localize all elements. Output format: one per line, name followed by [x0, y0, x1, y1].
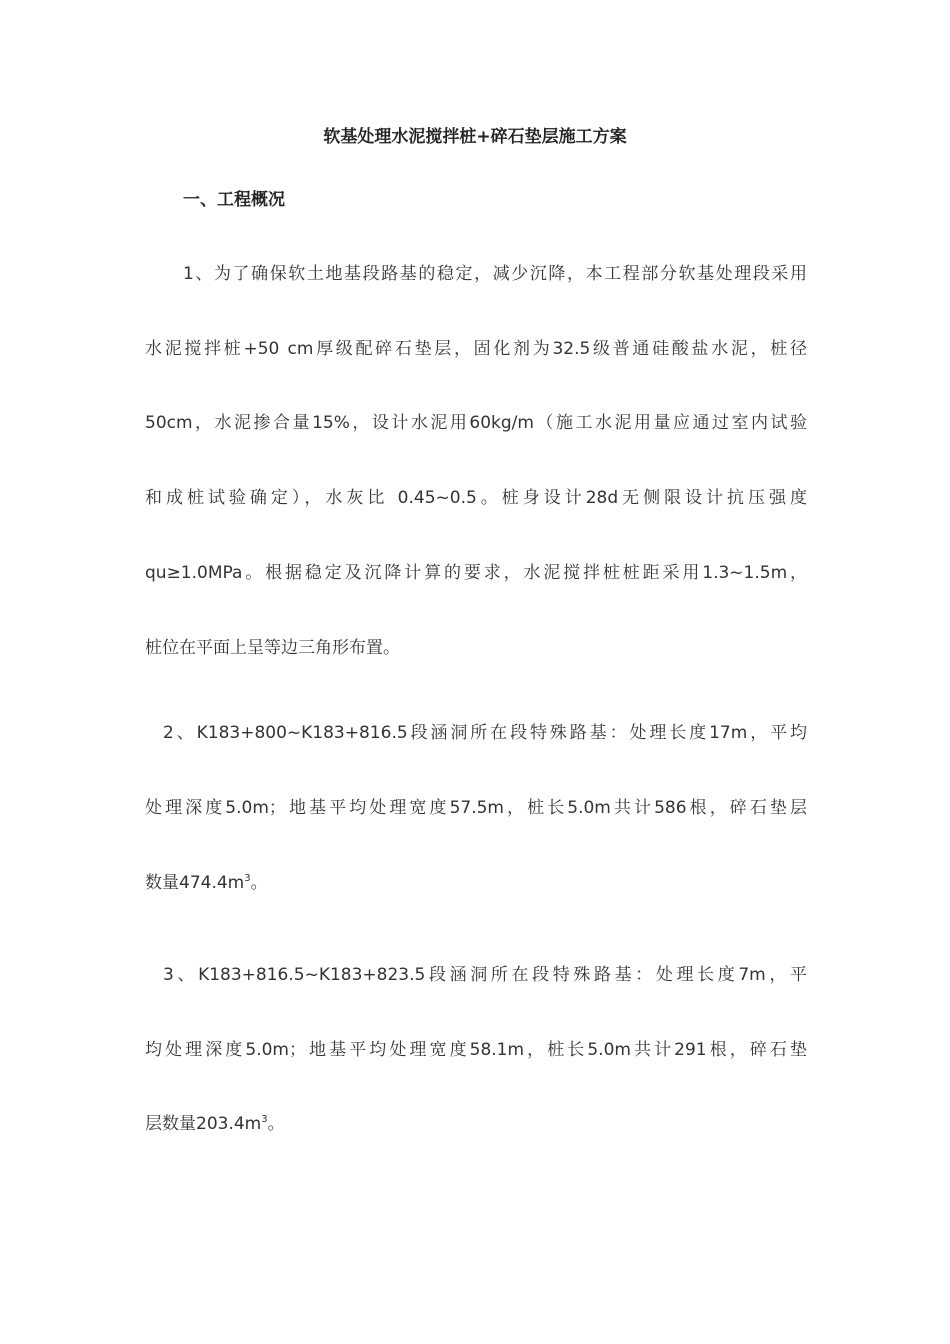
paragraph-2-period: 。 — [250, 873, 268, 893]
paragraph-3-line-3 — [145, 1112, 807, 1136]
paragraph-2-quantity-text: 数量474.4m — [145, 873, 245, 893]
paragraph-1-line-1: 1、为了确保软土地基段路基的稳定，减少沉降，本工程部分软基处理段采用 — [183, 264, 807, 284]
paragraph-2-line-1: 2、K183+800~K183+816.5段涵洞所在段特殊路基：处理长度17m，平均 — [163, 723, 807, 743]
paragraph-3-line-2: 均处理深度5.0m；地基平均处理宽度58.1m，桩长5.0m共计291根，碎石垫 — [145, 1040, 807, 1060]
paragraph-1-line-6: 桩位在平面上呈等边三角形布置。 — [145, 638, 400, 658]
paragraph-3-line-1: 3、K183+816.5~K183+823.5段涵洞所在段特殊路基：处理长度7m，平 — [163, 965, 807, 985]
section-heading-overview: 一、工程概况 — [183, 190, 285, 210]
paragraph-2-line-3 — [145, 871, 807, 895]
paragraph-1-line-2: 水泥搅拌桩+50 cm厚级配碎石垫层，固化剂为32.5级普通硅酸盐水泥，桩径 — [145, 339, 807, 359]
paragraph-1-line-5: qu≥1.0MPa。根据稳定及沉降计算的要求，水泥搅拌桩桩距采用1.3~1.5m， — [145, 563, 807, 583]
paragraph-2-cubic-superscript: 3 — [244, 873, 251, 884]
paragraph-1-line-3: 50cm，水泥掺合量15%，设计水泥用60kg/m（施工水泥用量应通过室内试验 — [145, 413, 807, 433]
paragraph-3-period: 。 — [267, 1114, 285, 1134]
paragraph-1-line-4: 和成桩试验确定），水灰比 0.45~0.5。桩身设计28d无侧限设计抗压强度 — [145, 488, 807, 508]
paragraph-2-line-2: 处理深度5.0m；地基平均处理宽度57.5m，桩长5.0m共计586根，碎石垫层 — [145, 798, 807, 818]
paragraph-3-quantity-text: 层数量203.4m — [145, 1114, 262, 1134]
paragraph-3-cubic-superscript: 3 — [261, 1114, 268, 1125]
document-title: 软基处理水泥搅拌桩+碎石垫层施工方案 — [323, 127, 627, 147]
